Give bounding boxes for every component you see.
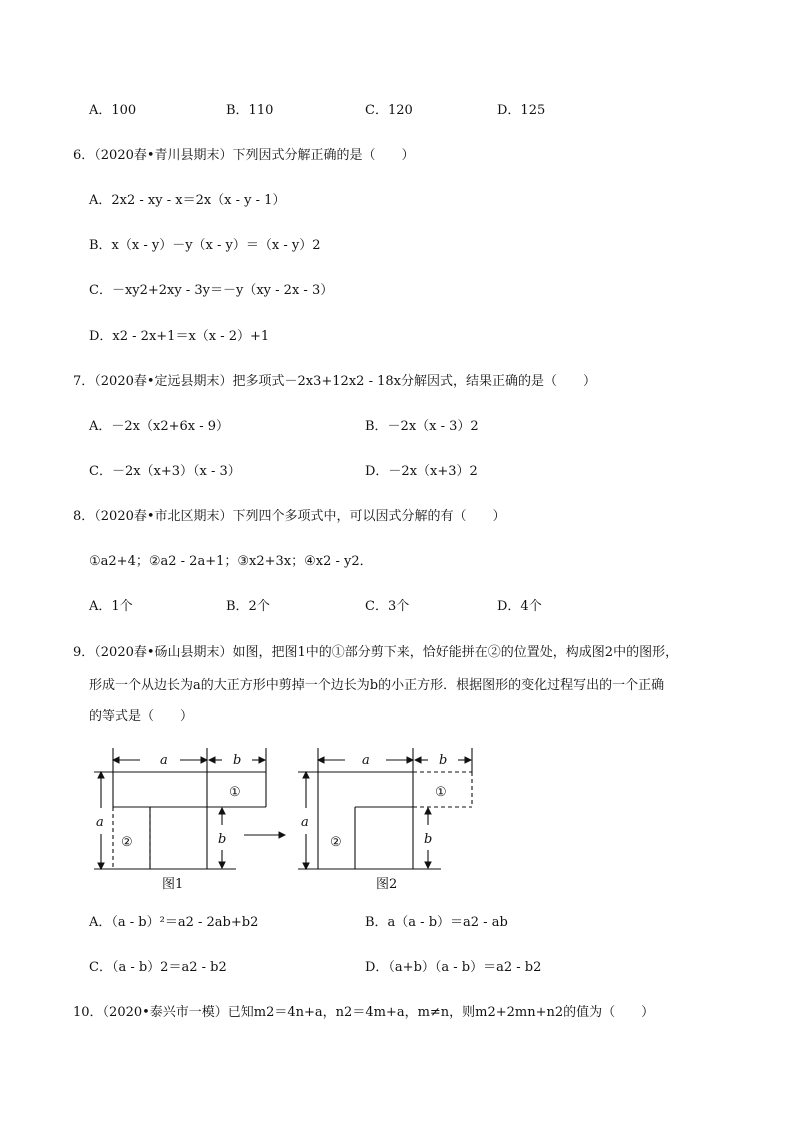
fig2-side-a: a	[301, 815, 309, 830]
q6-stem: 6．（2020春•青川县期末）下列因式分解正确的是（ ）	[73, 148, 415, 163]
q5-option-a: A．100	[89, 103, 137, 118]
fig2-label-b: b	[439, 753, 448, 768]
q9-option-b: B．a（a - b）＝a2 - ab	[365, 915, 508, 930]
q6-option-d: D．x2 - 2x+1＝x（x - 2）+1	[89, 329, 270, 344]
fig1-label-a: a	[160, 753, 168, 768]
q8-option-d: D．4个	[497, 599, 542, 614]
q5-option-d: D．125	[497, 103, 546, 118]
fig1-side-b: b	[218, 832, 227, 847]
fig2-caption: 图2	[376, 877, 398, 892]
q7-option-c: C．－2x（x+3）（x - 3）	[89, 464, 241, 479]
q8-list: ①a2+4；②a2 - 2a+1；③x2+3x；④x2 - y2．	[89, 554, 373, 569]
q7-stem: 7．（2020春•定远县期末）把多项式－2x3+12x2 - 18x分解因式，结果正确的是（ ）	[73, 374, 596, 389]
q9-stem-line-1: 9．（2020春•砀山县期末）如图，把图1中的①部分剪下来，恰好能拼在②的位置处，构成图2中的图形，	[73, 645, 679, 660]
q8-option-a: A．1个	[89, 599, 133, 614]
q7-option-b: B．－2x（x - 3）2	[365, 419, 479, 434]
q5-option-b: B．110	[226, 103, 274, 118]
fig1-piece-1: ①	[229, 785, 241, 800]
fig1-side-a: a	[96, 815, 104, 830]
q10-stem: 10．（2020•泰兴市一模）已知m2＝4n+a，n2＝4m+a，m≠n，则m2+2mn+n2的值为（ ）	[73, 1005, 655, 1020]
q6-option-a: A．2x2 - xy - x＝2x（x - y - 1）	[89, 193, 286, 208]
fig2-piece-2: ②	[330, 835, 342, 850]
fig2-side-b: b	[424, 832, 433, 847]
q6-option-b: B．x（x - y）－y（x - y）＝（x - y）2	[89, 238, 321, 253]
q6-option-c: C．－xy2+2xy - 3y＝－y（xy - 2x - 3）	[89, 283, 334, 298]
q8-option-c: C．3个	[365, 599, 410, 614]
q9-option-a: A．（a - b）²＝a2 - 2ab+b2	[89, 915, 259, 930]
q7-option-a: A．－2x（x2+6x - 9）	[89, 419, 230, 434]
q9-stem-line-2: 形成一个从边长为a的大正方形中剪掉一个边长为b的小正方形．根据图形的变化过程写出的一个正确	[89, 678, 665, 693]
q5-option-c: C．120	[365, 103, 413, 118]
q9-stem-line-3: 的等式是（ ）	[89, 709, 194, 724]
q8-stem: 8．（2020春•市北区期末）下列四个多项式中，可以因式分解的有（ ）	[73, 509, 506, 524]
fig1-piece-2: ②	[121, 835, 133, 850]
fig1-label-b: b	[233, 753, 242, 768]
fig2-label-a: a	[362, 753, 370, 768]
q7-option-d: D．－2x（x+3）2	[365, 464, 478, 479]
q9-option-c: C．（a - b）2＝a2 - b2	[89, 960, 227, 975]
fig1-caption: 图1	[162, 877, 184, 892]
q8-option-b: B．2个	[226, 599, 270, 614]
q9-option-d: D．（a+b）（a - b）＝a2 - b2	[365, 960, 542, 975]
fig2-piece-1: ①	[435, 785, 447, 800]
